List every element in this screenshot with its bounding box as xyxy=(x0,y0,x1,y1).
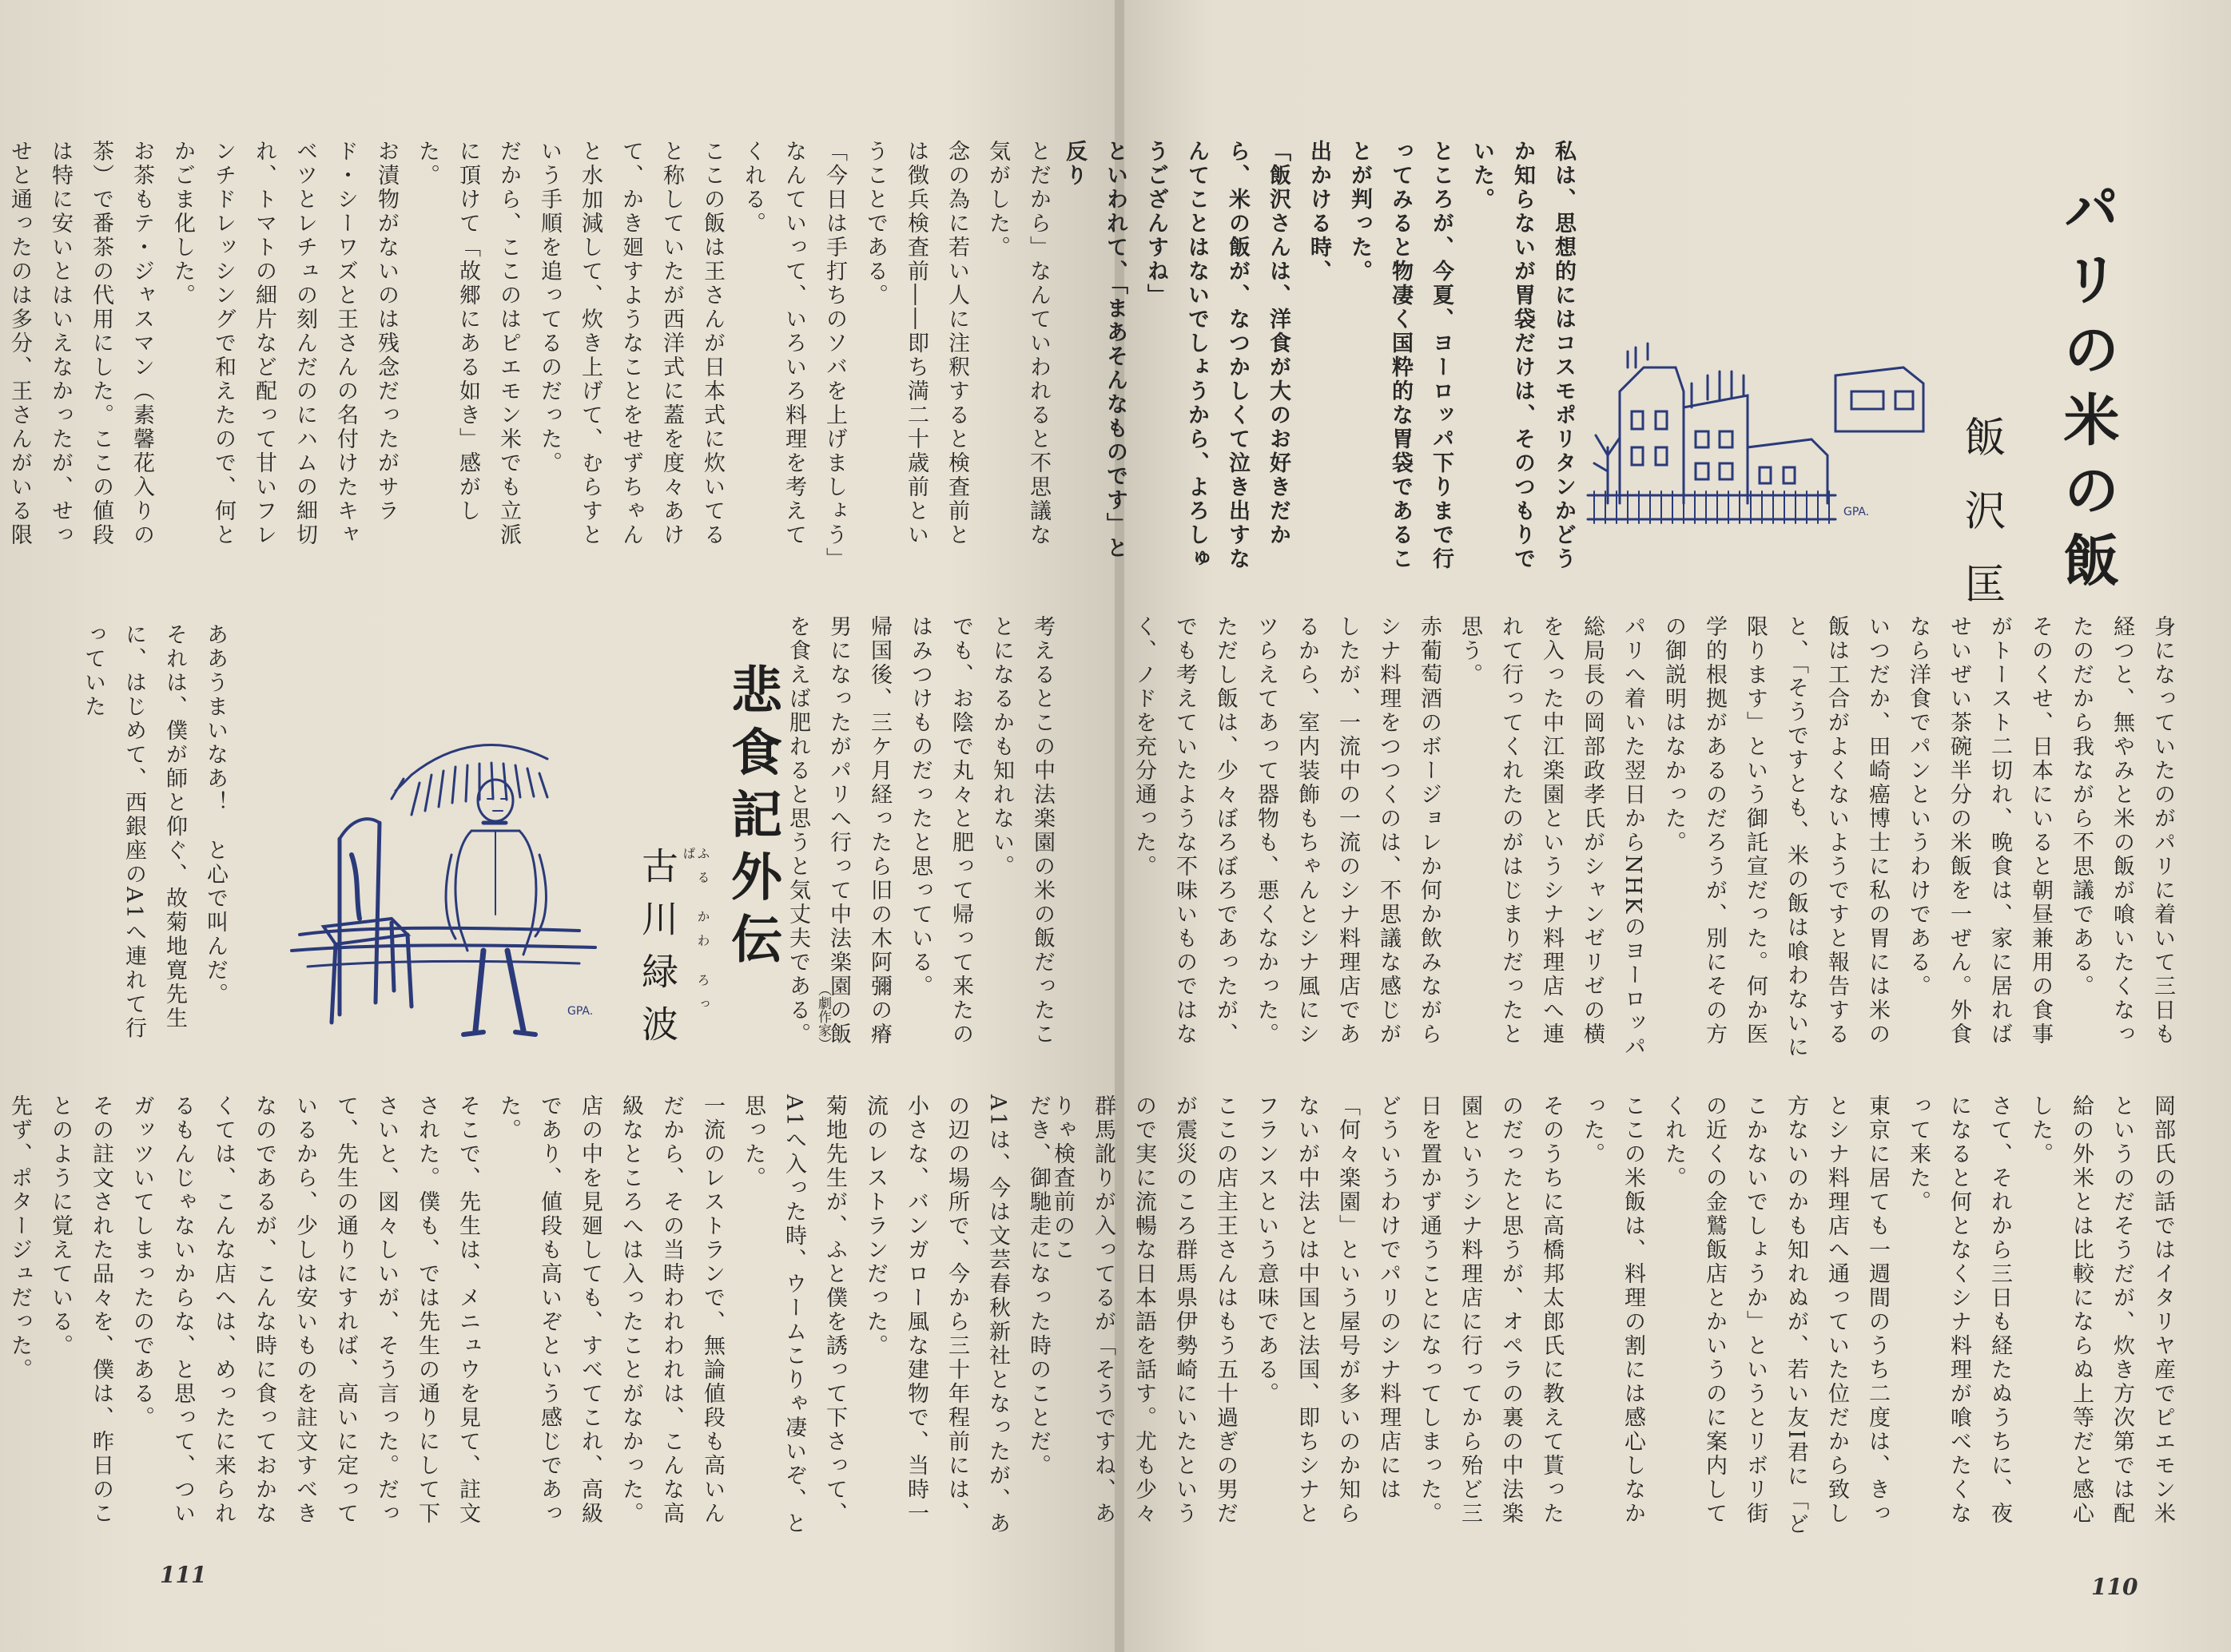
paragraph: 一流のレストランで、無論値段も高いんだから、その当時われわれは、こんな高級なところへは入ったことがなかった。 xyxy=(618,1094,725,1526)
paragraph: いつだか、田崎癌博士に私の胃には米の飯は工合がよくないようですと報告すると、「そうですとも、米の飯は喰わないに限ります」という御託宣だった。何か医学的根拠があるのだろうが、別にその方の御説明はなかった。 xyxy=(1661,615,1890,1060)
author-ruby: ふる かわ ろっ ぱ xyxy=(681,847,710,1022)
paragraph: お漬物がないのは残念だったがサラド・シーワズと王さんの名付けたキャベツとレチュの刻んだのにハムの細切れ、トマトの細片など配って甘いフレンチドレッシングで和えたので、何とかごま化した。 xyxy=(170,140,399,547)
paragraph: といわれて、「まあそんなものです」と反り xyxy=(1062,140,1127,561)
svg-text:GPA.: GPA. xyxy=(1843,506,1870,518)
page-number-110: 110 xyxy=(2091,1574,2138,1600)
article-title-pari-no-kome-no-meshi: パリの米の飯 xyxy=(2054,180,2121,602)
paragraph: ここの店主王さんはもう五十過ぎの男だが震災のころ群馬県伊勢崎にいたというので実に流暢な日本語を話す。尤も少々群馬訛りが入ってるが「そうですね、ありゃ検査前のこ xyxy=(1050,1094,1238,1526)
article-title-hishokukigaiden: 悲食記外伝 xyxy=(722,663,782,975)
paragraph: だから、ここのはピエモン米でも立派に頂けて「故郷にある如き」感がした。 xyxy=(415,140,521,547)
paragraph: 岡部氏の話ではイタリヤ産でピエモン米というのだそうだが、炊き方次第では配給の外米とは比較にならぬ上等だと感心した。 xyxy=(2028,1094,2175,1526)
paragraph: 私は、思想的にはコスモポリタンかどうか知らないが胃袋だけは、そのつもりでいた。 xyxy=(1469,140,1576,571)
article-author-furukawa: 古川緑波 xyxy=(636,847,679,1058)
paragraph: どういうわけでパリのシナ料理店には「何々楽園」という屋号が多いのか知らないが中法とは中国と法国、即ちシナとフランスという意味である。 xyxy=(1254,1094,1401,1526)
paragraph: ここの米飯は、料理の割には感心しなかった。 xyxy=(1580,1094,1645,1526)
author-credit: （劇作家） xyxy=(815,983,831,1050)
paragraph: 念の為に若い人に注釈すると検査前とは徴兵検査前――即ち満二十歳前ということである。 xyxy=(863,140,969,547)
paragraph: とだから」なんていわれると不思議な気がした。 xyxy=(985,140,1051,547)
paragraph: 考えるとこの中法楽園の米の飯だったことになるかも知れない。 xyxy=(989,615,1055,1046)
left-middle-text xyxy=(785,615,1063,1046)
left-bottom-text xyxy=(7,1094,1059,1546)
paris-street-illustration xyxy=(1588,336,1931,527)
paragraph: 「飯沢さんは、洋食が大のお好きだから、米の飯が、なつかしくて泣き出すなんてことはないでしょうから、よろしゅうござんすね」 xyxy=(1143,140,1290,571)
paragraph: 身になっていたのがパリに着いて三日も経つと、無やみと米の飯が喰いたくなったのだから我ながら不思議である。 xyxy=(2069,615,2175,1046)
paragraph: ただし飯は、少々ぼろぼろであったが、でも考えていたような不味いものではなく、ノドを充分通った。 xyxy=(1131,615,1238,1046)
left-bottom-left-text xyxy=(81,623,236,1054)
paragraph: ああうまいなあ！ と心で叫んだ。 xyxy=(203,623,228,1007)
paragraph: そのうちに高橋邦太郎氏に教えて貰ったのだったと思うが、オペラの裏の中法楽園というシナ料理店に行ってから殆ど三日を置かず通うことになってしまった。 xyxy=(1417,1094,1564,1526)
paragraph: お茶もテ・ジャスマン（素馨花入りの茶）で番茶の代用にした。ここの値段は特に安いとはいえなかったが、せっせと通ったのは多分、王さんがいる限 xyxy=(7,140,154,547)
paragraph: そこで、先生は、メニュウを見て、註文された。僕も、では先生の通りにして下さいと、図々しいが、そう言った。だって、先生の通りにすれば、高いに定っているから、少しは安いものを註文すべきなのであるが、こんな時に食っておかなくては、こんな店へは、めったに来られるもんじゃないからな、と思って、ついガッツいてしまったのである。 xyxy=(129,1094,480,1526)
right-bottom-text xyxy=(1050,1094,2183,1546)
paragraph: その註文された品々を、僕は、昨日のことのように覚えている。 xyxy=(48,1094,113,1526)
paragraph: 東京に居ても一週間のうち二度は、きっとシナ料理店へ通っていた位だから致し方ないのかも知れぬが、若い友I君に「どこかないでしょうか」というとリボリ街の近くの金鷲飯店とかいうのに案内してくれた。 xyxy=(1661,1094,1890,1537)
paragraph: さて、それから三日も経たぬうちに、夜になると何となくシナ料理が喰べたくなって来た。 xyxy=(1906,1094,2012,1526)
page-number-111: 111 xyxy=(160,1562,207,1588)
paragraph: 店の中を見廻しても、すべてこれ、高級であり、値段も高いぞという感じであった。 xyxy=(496,1094,602,1526)
paragraph: ところが、今夏、ヨーロッパ下りまで行ってみると物凄く国粋的な胃袋であることが判った。 xyxy=(1347,140,1454,571)
paragraph: でも、お陰で丸々と肥って帰って来たのはみつけものだったと思っている。 xyxy=(908,615,973,1046)
paragraph: そのくせ、日本にいると朝昼兼用の食事がトースト二切れ、晩食は、家に居ればせいぜい茶碗半分の米飯を一ぜん。外食なら洋食でパンというわけである。 xyxy=(1906,615,2053,1046)
page-110 xyxy=(1050,0,2231,1652)
article-author-iizawa: 飯沢匡 xyxy=(1957,415,2005,636)
paragraph: パリへ着いた翌日からNHKのヨーロッパ総局長の岡部政孝氏がシャンゼリゼの横を入った中江楽園というシナ料理店へ連れて行ってくれたのがはじまりだったと思う。 xyxy=(1458,615,1645,1060)
right-middle-text xyxy=(1131,615,2183,1062)
page-111 xyxy=(0,0,1115,1652)
paragraph: 帰国後、三ケ月経ったら旧の木阿彌の瘠男になったがパリへ行って中法楽園の飯を食えば肥れると思うと気丈夫である。 xyxy=(785,615,892,1046)
paragraph: 「今日は手打ちのソバを上げましょう」なんていって、いろいろ料理を考えてくれる。 xyxy=(741,140,847,561)
paragraph: だき、御馳走になった時のことだ。 xyxy=(1026,1094,1051,1478)
left-top-text xyxy=(7,140,1059,567)
paragraph: 赤葡萄酒のボージョレか何か飲みながらシナ料理をつつくのは、不思議な感じがしたが、一流中の一流のシナ料理店であるから、室内装飾もちゃんとシナ風にシツらえてあって器物も、悪くなかった。 xyxy=(1254,615,1442,1046)
paragraph: 出かける時、 xyxy=(1306,140,1331,284)
paragraph: ここの飯は王さんが日本式に炊いてると称していたが西洋式に蓋を度々あけて、かき廻すようなことをせずちゃんと水加減して、炊き上げて、むらすという手順を追ってるのだった。 xyxy=(537,140,725,547)
right-top-text xyxy=(1062,140,1584,583)
waiter-chair-palm-illustration xyxy=(292,727,611,1046)
paragraph: 先ず、ポタージュだった。 xyxy=(7,1094,32,1382)
svg-text:GPA.: GPA. xyxy=(567,1005,594,1018)
paragraph: それは、僕が師と仰ぐ、故菊地寛先生に、はじめて、西銀座のA1へ連れて行っていた xyxy=(81,623,187,1041)
paragraph: A1は、今は文芸春秋新社となったが、あの辺の場所で、今から三十年程前には、小さな、バンガロー風な建物で、当時一流のレストランだった。 xyxy=(863,1094,1010,1536)
paragraph: 菊地先生が、ふと僕を誘って下さって、A1へ入った時、ウームこりゃ凄いぞ、と思った。 xyxy=(741,1094,847,1536)
